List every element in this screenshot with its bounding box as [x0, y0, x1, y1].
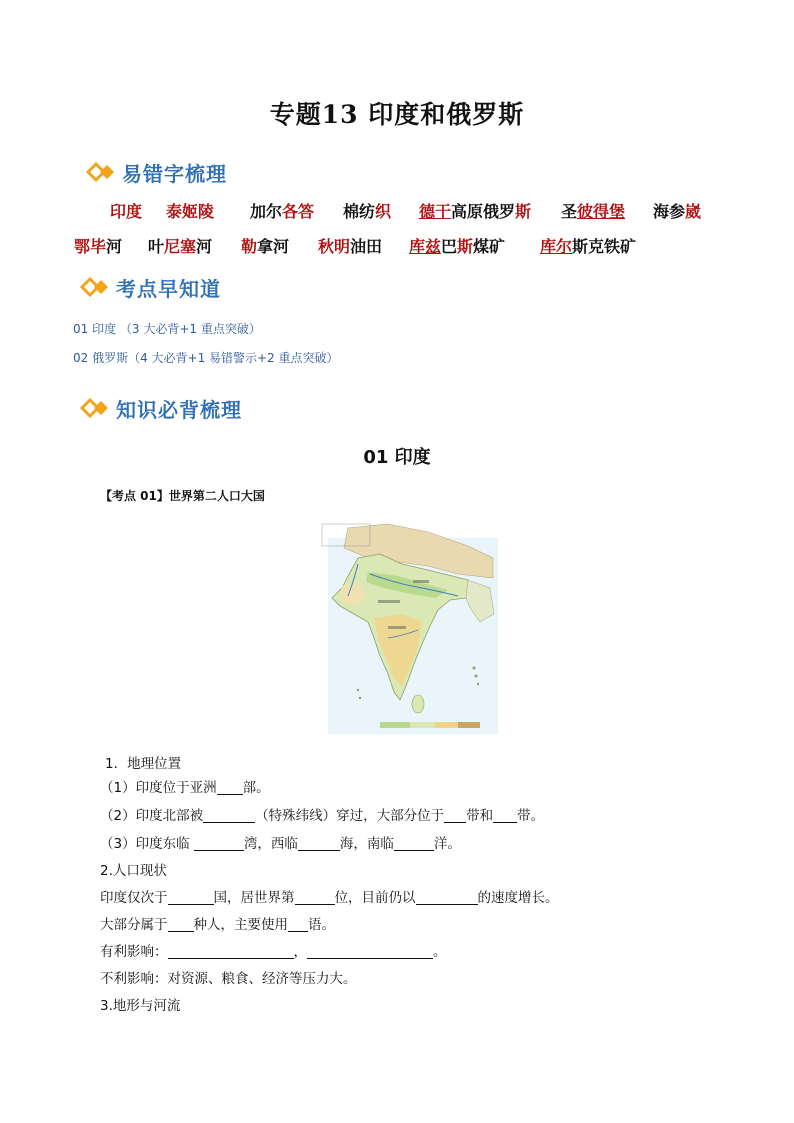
text-segment: 部。: [242, 780, 270, 796]
double-diamond-icon: [86, 162, 116, 182]
word-part: 库兹: [409, 237, 442, 256]
error-words-row-1: [0, 199, 794, 221]
text-segment: 的速度增长。: [477, 890, 559, 906]
word-item: [166, 199, 214, 222]
double-diamond-icon: [80, 398, 110, 418]
answer-blank[interactable]: [168, 917, 194, 932]
word-part: 圣: [561, 202, 578, 221]
text-segment: 大部分属于: [100, 917, 168, 933]
text-segment: 印度仅次于: [100, 890, 168, 906]
word-part: 泰姬陵: [166, 202, 215, 221]
word-part: 秋明: [318, 237, 351, 256]
subsection-title: 01 印度: [363, 447, 431, 468]
word-item: [318, 234, 382, 257]
page-title: 专题13 印度和俄罗斯: [269, 100, 525, 129]
word-item: [148, 234, 212, 257]
text-segment: ，: [293, 944, 307, 960]
word-part: 崴: [685, 202, 702, 221]
word-part: 斯克铁矿: [572, 237, 637, 256]
outline-item-india: 01 印度 （3 大必背+1 重点突破）: [73, 322, 261, 336]
word-part: 煤矿: [473, 237, 506, 256]
section-title: 考点早知道: [116, 276, 221, 301]
text-segment: （1）印度位于亚洲: [100, 780, 217, 796]
double-diamond-icon: [80, 277, 110, 297]
text-segment: 带和: [466, 808, 494, 824]
fill-line-2: [100, 804, 544, 824]
text-segment: 海，南临: [339, 836, 394, 852]
section-title: 知识必背梳理: [116, 397, 242, 422]
word-part: 鄂毕: [74, 237, 107, 256]
text-segment: （2）印度北部被: [100, 808, 204, 824]
word-part: 尼塞: [164, 237, 197, 256]
word-part: 油田: [350, 237, 383, 256]
word-part: 彼得堡: [577, 202, 626, 221]
answer-blank[interactable]: [307, 944, 433, 959]
answer-blank[interactable]: [288, 917, 308, 932]
section-header-knowledge: [80, 394, 242, 422]
word-item: [561, 199, 625, 222]
answer-blank[interactable]: [295, 890, 335, 905]
word-item: [419, 199, 531, 222]
section-header-error-words: [86, 158, 227, 186]
section-header-outline: [80, 273, 221, 301]
section-title: 易错字梳理: [122, 161, 227, 186]
word-part: 河: [196, 237, 213, 256]
word-part: 织: [375, 202, 392, 221]
word-item: [74, 234, 122, 257]
word-item: [241, 234, 289, 257]
word-part: 德干: [419, 202, 452, 221]
answer-blank[interactable]: [394, 836, 434, 851]
answer-blank[interactable]: [444, 808, 466, 823]
text-segment: 洋。: [433, 836, 461, 852]
text-segment: 国，居世界第: [213, 890, 295, 906]
text-segment: （特殊纬线）穿过，大部分位于: [255, 808, 445, 824]
india-map-image: [318, 518, 498, 734]
word-part: 海参: [653, 202, 686, 221]
fill-line-4: [100, 886, 559, 906]
word-item: [110, 199, 142, 222]
body-heading-location: 1．地理位置: [105, 756, 182, 772]
text-segment: 。: [433, 944, 447, 960]
word-part: 高原俄罗: [451, 202, 516, 221]
word-part: 库尔: [540, 237, 573, 256]
text-segment: 语。: [308, 917, 335, 933]
answer-blank[interactable]: [493, 808, 517, 823]
answer-blank[interactable]: [194, 836, 244, 851]
fill-line-1: [100, 776, 270, 796]
word-part: 斯: [515, 202, 532, 221]
word-part: 印度: [110, 202, 143, 221]
answer-blank[interactable]: [203, 808, 255, 823]
word-item: [653, 199, 701, 222]
word-part: 各答: [282, 202, 315, 221]
outline-item-russia: 02 俄罗斯（4 大必背+1 易错警示+2 重点突破）: [73, 351, 339, 365]
word-part: 加尔: [250, 202, 283, 221]
text-segment: 位，目前仍以: [334, 890, 416, 906]
error-words-row-2: [0, 234, 794, 256]
word-item: [409, 234, 505, 257]
answer-blank[interactable]: [168, 890, 214, 905]
fill-line-3: [100, 832, 461, 852]
answer-blank[interactable]: [298, 836, 340, 851]
kaodian-text: 世界第二人口大国: [168, 489, 265, 503]
body-heading-terrain: 3.地形与河流: [100, 998, 181, 1014]
text-segment: 种人，主要使用: [193, 917, 288, 933]
word-item: [250, 199, 314, 222]
answer-blank[interactable]: [168, 944, 294, 959]
word-item: [540, 234, 636, 257]
word-part: 河: [106, 237, 123, 256]
word-part: 叶: [148, 237, 165, 256]
kaodian-heading: [100, 487, 265, 504]
answer-blank[interactable]: [416, 890, 478, 905]
word-item: [343, 199, 391, 222]
word-part: 棉纺: [343, 202, 376, 221]
word-part: 勒: [241, 237, 258, 256]
text-segment: （3）印度东临: [100, 836, 194, 852]
word-part: 巴: [441, 237, 458, 256]
text-segment: 湾，西临: [243, 836, 298, 852]
fill-line-5: [100, 913, 335, 933]
word-part: 拿河: [257, 237, 290, 256]
body-text-disadvantage: 不利影响：对资源、粮食、经济等压力大。: [100, 971, 357, 987]
word-part: 斯: [457, 237, 474, 256]
text-segment: 有利影响：: [100, 944, 168, 960]
text-segment: 带。: [517, 808, 545, 824]
answer-blank[interactable]: [217, 780, 243, 795]
kaodian-tag: 【考点 01】: [100, 489, 169, 503]
body-heading-population: 2.人口现状: [100, 863, 167, 879]
fill-line-6: [100, 940, 447, 960]
